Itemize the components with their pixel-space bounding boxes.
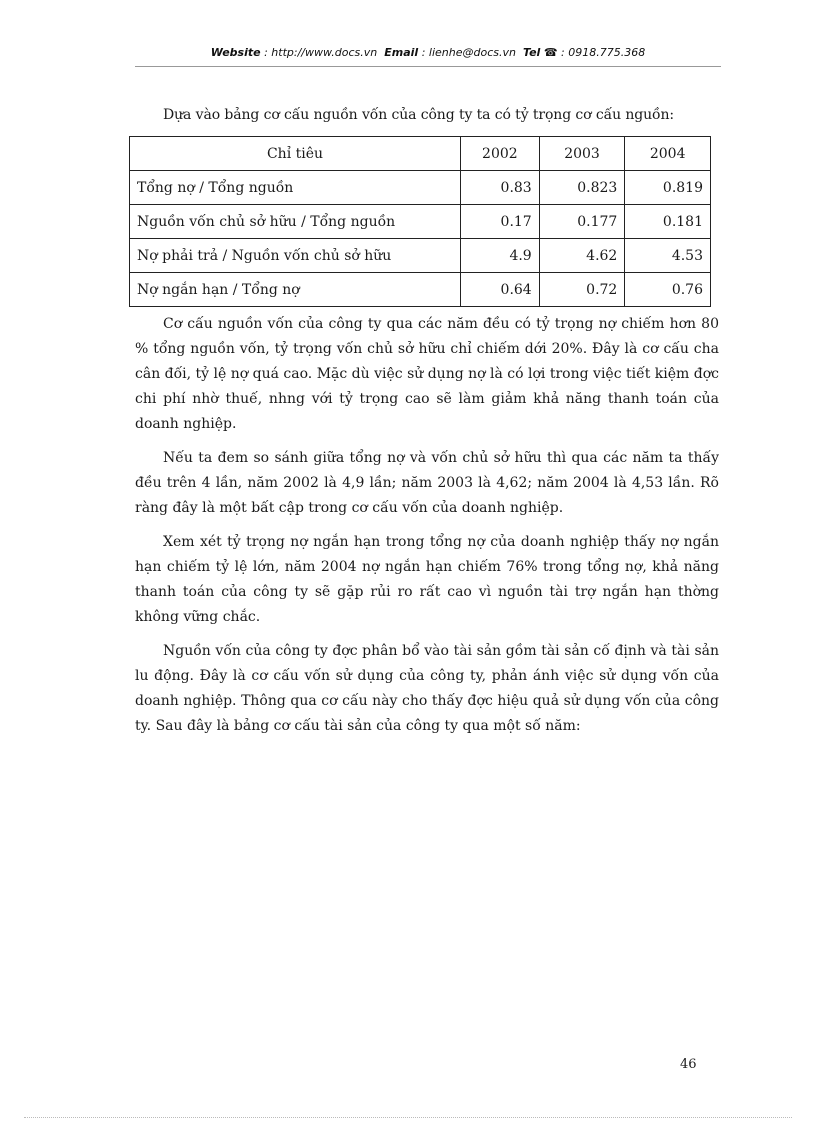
row-label: Nợ phải trả / Nguồn vốn chủ sở hữu xyxy=(130,239,461,273)
page-bottom-border xyxy=(24,1117,792,1118)
row-value: 0.76 xyxy=(625,273,711,307)
row-value: 0.64 xyxy=(461,273,540,307)
row-label: Nợ ngắn hạn / Tổng nợ xyxy=(130,273,461,307)
table-header-label: Chỉ tiêu xyxy=(130,137,461,171)
paragraph-text: Nguồn vốn của công ty đợc phân bổ vào tài sản gồm tài sản cố định và tài sản lu động. Đây là cơ cấu vốn sử dụng của công ty, phản ánh việc sử dụng vốn của doanh nghiệp. Thông qua cơ cấu này cho thấy đợc hiệu quả sử dụng vốn của công ty. Sau đây là bảng cơ cấu tài sản của công ty qua một số năm: xyxy=(135,643,719,734)
paragraph-text: Nếu ta đem so sánh giữa tổng nợ và vốn chủ sở hữu thì qua các năm ta thấy đều trên 4 lần, năm 2002 là 4,9 lần; năm 2003 là 4,62; năm 2004 là 4,53 lần. Rõ ràng đây là một bất cập trong cơ cấu vốn của doanh nghiệp. xyxy=(135,450,719,516)
row-value: 0.17 xyxy=(461,205,540,239)
website-label: Website xyxy=(210,46,261,59)
intro-text: Dựa vào bảng cơ cấu nguồn vốn của công ty ta có tỷ trọng cơ cấu nguồn: xyxy=(163,107,675,123)
row-value: 0.83 xyxy=(461,171,540,205)
row-value: 0.823 xyxy=(539,171,625,205)
table-header-year: 2003 xyxy=(539,137,625,171)
row-value: 0.181 xyxy=(625,205,711,239)
tel-value: ☎ : 0918.775.368 xyxy=(543,46,646,59)
table-row xyxy=(130,205,711,239)
body-paragraph xyxy=(135,639,719,739)
body-paragraph xyxy=(135,446,719,521)
row-value: 4.53 xyxy=(625,239,711,273)
website-value: : http://www.docs.vn xyxy=(264,46,378,59)
paragraph-text: Xem xét tỷ trọng nợ ngắn hạn trong tổng nợ của doanh nghiệp thấy nợ ngắn hạn chiếm tỷ lệ lớn, năm 2004 nợ ngắn hạn chiếm 76% trong tổng nợ, khả năng thanh toán của công ty sẽ gặp rủi ro rất cao vì nguồn tài trợ ngắn hạn thờng không vững chắc. xyxy=(135,534,719,625)
body-paragraph xyxy=(135,530,719,630)
body-paragraph xyxy=(135,312,719,437)
tel-label: Tel xyxy=(522,46,541,59)
table-row xyxy=(130,171,711,205)
row-label: Tổng nợ / Tổng nguồn xyxy=(130,171,461,205)
table-header-year: 2004 xyxy=(625,137,711,171)
email-label: Email xyxy=(384,46,419,59)
row-value: 4.9 xyxy=(461,239,540,273)
row-label: Nguồn vốn chủ sở hữu / Tổng nguồn xyxy=(130,205,461,239)
row-value: 0.819 xyxy=(625,171,711,205)
capital-structure-table xyxy=(129,136,711,307)
paragraph-text: Cơ cấu nguồn vốn của công ty qua các năm đều có tỷ trọng nợ chiếm hơn 80 % tổng nguồn vốn, tỷ trọng vốn chủ sở hữu chỉ chiếm dới 20%. Đây là cơ cấu cha cân đối, tỷ lệ nợ quá cao. Mặc dù việc sử dụng nợ là có lợi trong việc tiết kiệm đợc chi phí nhờ thuế, nhng với tỷ trọng cao sẽ làm giảm khả năng thanh toán của doanh nghiệp. xyxy=(135,316,719,432)
row-value: 4.62 xyxy=(539,239,625,273)
row-value: 0.177 xyxy=(539,205,625,239)
table-header-year: 2002 xyxy=(461,137,540,171)
table-row xyxy=(130,239,711,273)
email-value: : lienhe@docs.vn xyxy=(421,46,516,59)
table-row xyxy=(130,273,711,307)
row-value: 0.72 xyxy=(539,273,625,307)
header-divider xyxy=(135,66,721,67)
page-header xyxy=(135,46,721,59)
table-header-row xyxy=(130,137,711,171)
page-number: 46 xyxy=(680,1057,697,1072)
